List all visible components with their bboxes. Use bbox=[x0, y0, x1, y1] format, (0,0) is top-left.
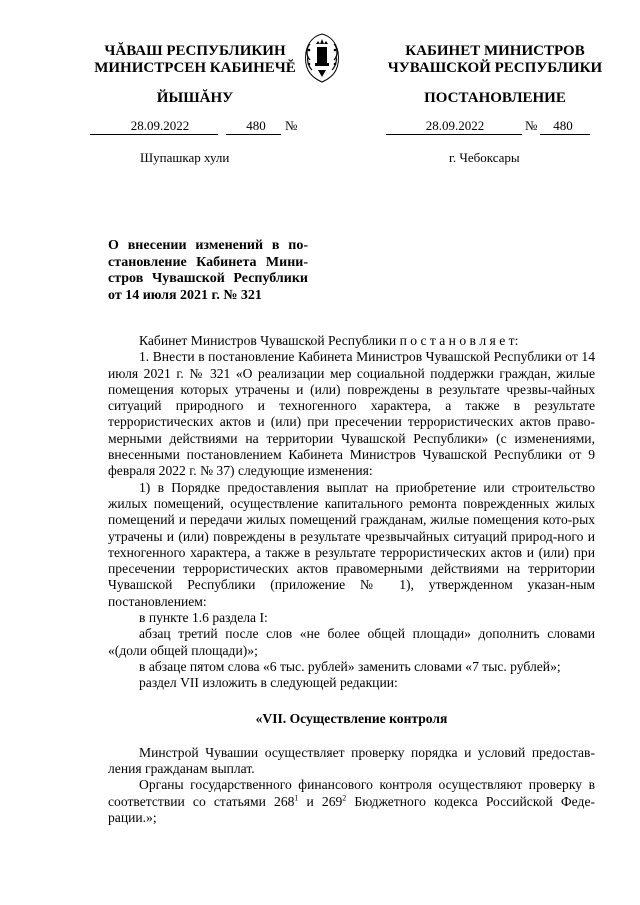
title-line2: становление Кабинета Мини- bbox=[108, 254, 308, 270]
p9-text-3: Бюджетного кодекса Российской Феде-рации.»; bbox=[108, 793, 595, 826]
title-line4: от 14 июля 2021 г. № 321 bbox=[108, 287, 262, 303]
title-line1: О внесении изменений в по- bbox=[108, 238, 308, 253]
p9-sup-1: 1 bbox=[294, 793, 299, 803]
body-paragraph: Минстрой Чувашии осуществляет проверку порядка и условий предостав-ления гражданам выплат. bbox=[108, 744, 595, 777]
header-right-doc-type: ПОСТАНОВЛЕНИЕ bbox=[424, 90, 566, 106]
p9-text-1: Органы государственного финансового контроля осуществляют проверку в соответствии со статьями 268 bbox=[108, 777, 595, 809]
body-paragraph bbox=[108, 777, 595, 826]
body-paragraph: в абзаце пятом слова «6 тыс. рублей» заменить словами «7 тыс. рублей»; bbox=[139, 658, 561, 674]
left-date: 28.09.2022 bbox=[130, 118, 190, 133]
p9-sup-2: 2 bbox=[342, 793, 347, 803]
header-left-doc-type: ЙЫШĂНУ bbox=[156, 90, 234, 106]
right-city: г. Чебоксары bbox=[449, 150, 520, 165]
body-paragraph: Кабинет Министров Чувашской Республики п о с т а н о в л я е т: bbox=[139, 333, 519, 348]
left-num-sign: № bbox=[285, 118, 298, 133]
header-right-line1: КАБИНЕТ МИНИСТРОВ bbox=[405, 43, 585, 59]
body-paragraph: абзац третий после слов «не более общей площади» дополнить словами «(доли общей площади)»; bbox=[108, 626, 595, 658]
document-title bbox=[108, 238, 308, 304]
body-paragraph: раздел VII изложить в следующей редакции: bbox=[139, 675, 398, 691]
body-paragraph: в пункте 1.6 раздела I: bbox=[139, 610, 268, 626]
right-number: 480 bbox=[553, 118, 573, 133]
right-date-underline bbox=[386, 134, 522, 135]
right-num-sign: № bbox=[525, 118, 538, 133]
section-heading: «VII. Осуществление контроля bbox=[255, 710, 448, 726]
header-right-org bbox=[370, 43, 620, 77]
header-left-line1: ЧĂВАШ РЕСПУБЛИКИН bbox=[104, 43, 286, 59]
header-left-org bbox=[70, 43, 320, 77]
body-paragraph: 1. Внести в постановление Кабинета Министров Чувашской Республики от 14 июля 2021 г. № 321 «О реализации мер социальной поддержки граждан, жилые помещения которых утрачены и (или) повреждены в результате чрезвы-чайных ситуаций природного и техногенного характера, а также в результате террористических актов и (или) при пресечении террористических актов право-мерными действиями на территории Чувашской Республики» (с изменениями, внесенными постановлением Кабинета Министров Чувашской Республики от 9 февраля 2022 г. № 37) следующие изменения: bbox=[108, 349, 595, 479]
header-right-line2: ЧУВАШСКОЙ РЕСПУБЛИКИ bbox=[387, 60, 603, 76]
right-number-underline bbox=[540, 134, 590, 135]
left-city: Шупашкар хули bbox=[140, 150, 230, 165]
emblem-icon bbox=[298, 30, 346, 86]
left-date-underline bbox=[90, 134, 218, 135]
document-body bbox=[108, 333, 595, 826]
left-number-underline bbox=[226, 134, 281, 135]
body-paragraph: 1) в Порядке предоставления выплат на приобретение или строительство жилых помещений, осуществление капитального ремонта поврежденных жилых помещений и передачи жилых помещений гражданам, жилые помещения кото-рых утрачены и (или) повреждены в результате чрезвычайных ситуаций природ-ного и техногенного характера, а также в результате террористических актов и (или) при пресечении террористических актов правомерными действиями на территории Чувашской Республики (приложение № 1), утвержденном указан-ным постановлением: bbox=[108, 479, 595, 609]
left-number: 480 bbox=[246, 118, 266, 133]
right-date: 28.09.2022 bbox=[425, 118, 485, 133]
title-line3: стров Чувашской Республики bbox=[108, 271, 308, 286]
header-left-line2: МИНИСТРСЕН КАБИНЕЧĔ bbox=[94, 60, 296, 76]
p9-text-2: и 269 bbox=[298, 793, 343, 809]
